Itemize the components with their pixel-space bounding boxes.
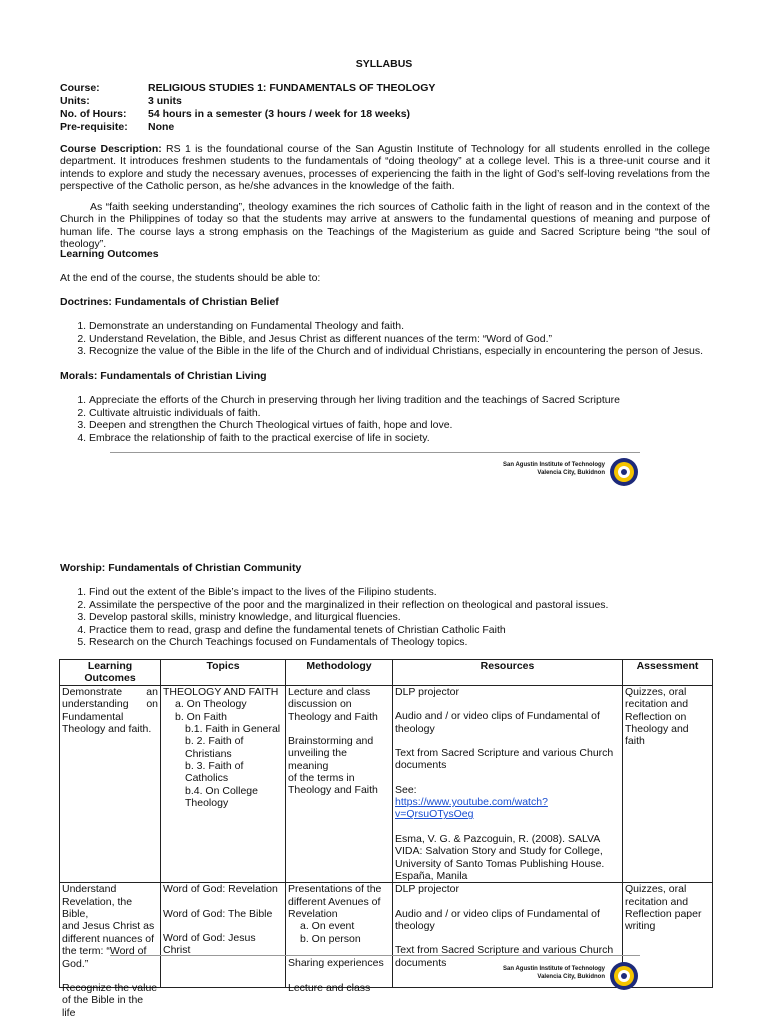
morals-list: [60, 394, 729, 444]
cell-text: of the Bible in the life: [62, 994, 144, 1019]
cell-resources: [393, 685, 623, 883]
prerequisite-key: Pre-requisite:: [60, 121, 128, 133]
cell-text: God.”: [62, 957, 89, 970]
course-key: Course:: [60, 82, 100, 94]
table-header-row: [60, 660, 713, 686]
footer-institution: San Agustin Institute of Technology: [503, 462, 605, 468]
header-assessment: Assessment: [623, 660, 713, 686]
cell-spacer: [288, 970, 390, 982]
cell-text: Understand: [62, 883, 117, 896]
cell-text: Lecture and class: [288, 685, 371, 698]
list-item: 2. Understand Revelation, the Bible, and Jesus Christ as different nuances of the term: “Word of God.”: [89, 333, 729, 346]
cell-text: Text from Sacred Scripture and various Church: [395, 746, 614, 759]
cell-text: understanding on: [62, 698, 158, 711]
cell-text: See:: [395, 783, 417, 796]
cell-text: DLP projector: [395, 685, 460, 698]
seal-icon: [608, 456, 640, 488]
footer-rule: [110, 452, 640, 453]
cell-text: Catholics: [185, 772, 229, 785]
cell-spacer: [395, 932, 620, 944]
hours-key: No. of Hours:: [60, 108, 127, 120]
cell-text: Audio and / or video clips of Fundamental of: [395, 710, 600, 723]
cell-text: theology: [395, 920, 435, 932]
doctrines-heading: Doctrines: Fundamentals of Christian Belief: [60, 296, 279, 308]
cell-text: Quizzes, oral: [625, 883, 687, 896]
description-label: Course Description:: [60, 143, 162, 155]
cell-text: b. 3. Faith of: [185, 760, 244, 772]
cell-text: DLP projector: [395, 883, 460, 896]
footer-2: [470, 960, 640, 1000]
list-item: 2. Assimilate the perspective of the poor and the marginalized in their reflection on theological and pastoral issues.: [89, 599, 729, 612]
cell-text: Esma, V. G. & Pazcoguin, R. (2008). SALVA: [395, 832, 601, 845]
cell-text: Presentations of the: [288, 883, 382, 896]
cell-spacer: [395, 896, 620, 908]
cell-text: different Avenues of: [288, 895, 381, 908]
cell-text: Revelation, the Bible,: [62, 895, 133, 920]
cell-clip: [163, 883, 283, 987]
cell-text: the term: “Word of: [62, 945, 147, 958]
cell-text: Revelation: [288, 908, 338, 920]
hours-row: [60, 108, 435, 121]
cell-text: Word of God: The Bible: [163, 907, 273, 920]
hours-value: 54 hours in a semester (3 hours / week for 18 weeks): [148, 108, 411, 120]
list-item: 1. Demonstrate an understanding on Fundamental Theology and faith.: [89, 320, 729, 333]
cell-clip: [288, 883, 390, 994]
cell-text: Theology and Faith: [288, 784, 378, 797]
cell-spacer: [395, 821, 620, 833]
units-row: [60, 95, 435, 108]
cell-spacer: [395, 772, 620, 784]
cell-text: documents: [395, 759, 447, 772]
cell-text: Theology and faith: [625, 722, 689, 748]
seal-icon: [608, 960, 640, 992]
list-item: 3. Recognize the value of the Bible in the life of the Church and of individual Christians, especially in encountering the person of Jesus.: [89, 345, 729, 358]
cell-spacer: [163, 920, 283, 932]
description-text: RS 1 is the foundational course of the San Agustin Institute of Technology for all students enrolled in the college department. It introduces freshmen students to the fundamentals of “doing theology” at a college level. This is a three-unit course and it intends to explore and study the necessary avenues, processes of experiencing the faith in the light of God’s self-loving revelations from the perspective of the Catholic person, as he/she advances in the knowledge of the faith.: [60, 143, 710, 193]
units-key: Units:: [60, 95, 90, 107]
header-resources: Resources: [393, 660, 623, 686]
worship-heading: Worship: Fundamentals of Christian Community: [60, 562, 302, 574]
list-item: 3. Develop pastoral skills, ministry knowledge, and liturgical fluencies.: [89, 611, 729, 624]
cell-text: a. On Theology: [175, 698, 247, 711]
cell-spacer: [62, 970, 158, 982]
worship-list: [60, 586, 729, 649]
footer-rule-2: [110, 955, 640, 956]
cell-text: b. On Faith: [175, 710, 227, 723]
cell-text: recitation and: [625, 698, 689, 711]
cell-text: documents: [395, 956, 447, 969]
cell-outcome: [60, 883, 161, 1019]
list-item: 2. Cultivate altruistic individuals of faith.: [89, 407, 729, 420]
prerequisite-row: [60, 121, 435, 134]
cell-text: writing: [625, 920, 656, 933]
list-item: 4. Practice them to read, grasp and define the fundamental tenets of Christian Catholic Faith: [89, 624, 729, 637]
cell-text: b. On person: [300, 932, 361, 945]
cell-text: Word of God: Jesus Christ: [163, 932, 256, 957]
cell-text: Fundamental: [62, 710, 124, 723]
header-methodology: Methodology: [286, 660, 393, 686]
list-item: 3. Deepen and strengthen the Church Theological virtues of faith, hope and love.: [89, 419, 729, 432]
header-learning-outcomes: Learning Outcomes: [60, 660, 161, 686]
cell-text: Quizzes, oral: [625, 685, 687, 698]
cell-text: b.4. On College: [185, 784, 258, 797]
cell-text: Lecture and class: [288, 981, 371, 994]
cell-spacer: [395, 735, 620, 747]
course-info: [60, 82, 435, 134]
cell-text: discussion on: [288, 698, 352, 711]
cell-text: Theology and Faith: [288, 710, 378, 723]
cell-text: different nuances of: [62, 932, 155, 945]
footer-text: [503, 966, 605, 981]
cell-text: Audio and / or video clips of Fundamental of: [395, 907, 600, 920]
units-value: 3 units: [148, 95, 182, 107]
cell-text: Brainstorming and: [288, 734, 374, 747]
list-item: 4. Embrace the relationship of faith to the practical exercise of life in society.: [89, 432, 729, 445]
cell-text: THEOLOGY AND FAITH: [163, 685, 279, 698]
cell-methodology: [286, 883, 393, 994]
cell-text: Theology and faith.: [62, 722, 152, 735]
footer-institution: San Agustin Institute of Technology: [503, 966, 605, 972]
syllabus-table: [59, 659, 713, 1019]
cell-topics: [161, 883, 286, 988]
cell-text: Christians: [185, 747, 232, 760]
cell-spacer: [395, 698, 620, 710]
morals-heading: Morals: Fundamentals of Christian Living: [60, 370, 267, 382]
cell-text: Text from Sacred Scripture and various Church: [395, 944, 614, 957]
doctrines-list: [60, 320, 729, 358]
cell-text: Reflection on: [625, 710, 687, 723]
cell-text: b. 2. Faith of: [185, 735, 244, 748]
cell-text: VIDA: Salvation Story and Study for College,: [395, 845, 603, 858]
page-title: SYLLABUS: [355, 58, 413, 70]
cell-text: and Jesus Christ as: [62, 920, 155, 933]
course-description-2: As “faith seeking understanding”, theology examines the rich sources of Catholic faith in the light of reason and in the context of the Church in the Philippines of today so that the students may arrive at answers to the fundamental questions of meaning and purpose of human life. The course lays a strong emphasis on the Teachings of the Magisterium as guide and Sacred Scripture being “the soul of theology”.: [60, 201, 710, 251]
cell-clip: [62, 883, 158, 1019]
cell-text: of the terms in: [288, 772, 355, 784]
footer-location: Valencia City, Bukidnon: [537, 973, 605, 980]
learning-outcomes-heading: Learning Outcomes: [60, 248, 159, 260]
outcomes-intro: At the end of the course, the students should be able to:: [60, 272, 321, 284]
list-item: 1. Appreciate the efforts of the Church in preserving through her living tradition and the teachings of Sacred Scripture: [89, 394, 729, 407]
cell-text: Recognize the value: [62, 981, 158, 994]
cell-assessment: [623, 685, 713, 883]
course-row: [60, 82, 435, 95]
cell-text: a. On event: [300, 920, 355, 933]
footer-location: Valencia City, Bukidnon: [537, 469, 605, 476]
footer: [470, 456, 640, 496]
list-item: 1. Find out the extent of the Bible’s impact to the lives of the Filipino students.: [89, 586, 729, 599]
cell-text: Theology: [185, 797, 229, 810]
course-description: [60, 143, 710, 193]
cell-spacer: [163, 896, 283, 908]
cell-text: Sharing experiences: [288, 957, 384, 970]
cell-text: Word of God: Revelation: [163, 883, 278, 896]
cell-text: España, Manila: [395, 869, 468, 882]
cell-text: b.1. Faith in General: [185, 722, 281, 735]
footer-text: [503, 462, 605, 477]
cell-text: recitation and: [625, 895, 689, 908]
cell-outcome: [60, 685, 161, 883]
cell-text: unveiling the meaning: [288, 747, 347, 772]
cell-spacer: [288, 723, 390, 735]
cell-text: Reflection paper: [625, 908, 702, 920]
header-topics: Topics: [161, 660, 286, 686]
cell-text: theology: [395, 722, 435, 735]
prerequisite-value: None: [148, 121, 175, 133]
course-value: RELIGIOUS STUDIES 1: FUNDAMENTALS OF THEOLOGY: [148, 82, 436, 94]
table-row: [60, 685, 713, 883]
cell-topics: [161, 685, 286, 883]
cell-text: Demonstrate an: [62, 685, 158, 698]
cell-methodology: [286, 685, 393, 883]
list-item: 5. Research on the Church Teachings focused on Fundamentals of Theology topics.: [89, 636, 729, 649]
youtube-link[interactable]: https://www.youtube.com/watch?v=QrsuOTysOeg: [395, 796, 548, 821]
cell-text: University of Santo Tomas Publishing House.: [395, 857, 605, 870]
